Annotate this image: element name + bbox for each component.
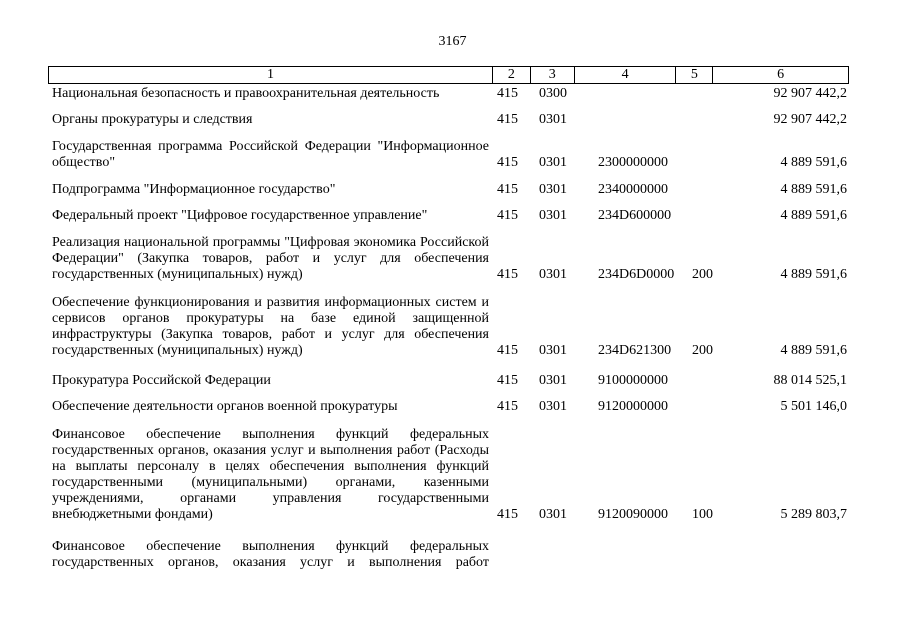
page-number: 3167 [438,34,467,49]
row-col-6: 92 907 442,2 [773,112,847,127]
row-col-2: 415 [497,507,518,522]
row-description: Подпрограмма "Информационное государство" [52,182,336,197]
row-col-4: 234D621300 [598,343,672,358]
header-col-6: 6 [712,67,848,83]
row-description: Реализация национальной программы "Цифровая экономика Российской Федерации" (Закупка товаров, работ и услуг для обеспечения государственных (муниципальных) нужд) [52,235,489,282]
row-col-2: 415 [497,112,518,127]
row-description: Национальная безопасность и правоохранительная деятельность [52,86,440,101]
table-row [48,208,849,224]
row-col-4: 9100000000 [598,373,668,388]
row-col-4: 234D600000 [598,208,672,223]
row-col-6: 4 889 591,6 [780,155,847,170]
row-col-2: 415 [497,182,518,197]
row-col-5: 200 [692,267,713,282]
table-row [48,295,849,359]
row-col-3: 0301 [539,267,567,282]
table-row [48,427,849,523]
row-description: Обеспечение деятельности органов военной прокуратуры [52,399,398,414]
table-row [48,86,849,102]
header-col-5: 5 [675,67,712,83]
row-col-5: 100 [692,507,713,522]
row-col-2: 415 [497,86,518,101]
table-row [48,399,849,415]
header-col-4: 4 [574,67,676,83]
row-col-3: 0301 [539,343,567,358]
row-col-3: 0301 [539,507,567,522]
header-col-3: 3 [530,67,574,83]
row-col-6: 4 889 591,6 [780,343,847,358]
row-description: Органы прокуратуры и следствия [52,112,253,127]
row-description: Прокуратура Российской Федерации [52,373,271,388]
row-col-6: 4 889 591,6 [780,182,847,197]
table-row [48,139,849,171]
header-col-1: 1 [266,67,274,82]
row-description: Государственная программа Российской Федерации "Информационное общество" [52,139,489,170]
row-col-6: 4 889 591,6 [780,208,847,223]
table-row [48,539,849,571]
row-description: Обеспечение функционирования и развития информационных систем и сервисов органов прокуратуры на базе единой защищенной инфраструктуры (Закупка товаров, работ и услуг для обеспечения государственных (муниципальных) нужд) [52,295,489,358]
row-col-4: 234D6D0000 [598,267,675,282]
row-col-2: 415 [497,208,518,223]
table-row [48,373,849,389]
row-description: Финансовое обеспечение выполнения функций федеральных государственных органов, оказания услуг и выполнения работ [52,539,489,570]
row-col-2: 415 [497,155,518,170]
row-col-3: 0301 [539,112,567,127]
table-header [48,66,849,84]
row-col-6: 5 501 146,0 [780,399,847,414]
row-col-6: 4 889 591,6 [780,267,847,282]
row-col-3: 0301 [539,155,567,170]
row-col-4: 9120000000 [598,399,668,414]
row-col-2: 415 [497,399,518,414]
row-col-6: 88 014 525,1 [773,373,847,388]
row-col-5: 200 [692,343,713,358]
row-col-6: 92 907 442,2 [773,86,847,101]
table-row [48,182,849,198]
row-col-2: 415 [497,267,518,282]
row-col-2: 415 [497,373,518,388]
row-col-3: 0301 [539,373,567,388]
row-col-6: 5 289 803,7 [780,507,847,522]
row-col-2: 415 [497,343,518,358]
row-col-4: 2340000000 [598,182,668,197]
row-col-4: 2300000000 [598,155,668,170]
table-row [48,235,849,283]
row-description: Федеральный проект "Цифровое государственное управление" [52,208,428,223]
row-col-4: 9120090000 [598,507,668,522]
row-col-3: 0301 [539,208,567,223]
row-col-3: 0301 [539,399,567,414]
header-col-2: 2 [492,67,530,83]
row-description: Финансовое обеспечение выполнения функций федеральных государственных органов, оказания услуг и выполнения работ (Расходы на выплаты персоналу в целях обеспечения выполнения функций государственными (муниципальными) органами, казенными учреждениями, органами управления государственными внебюджетными фондами) [52,427,489,522]
table-row [48,112,849,128]
row-col-3: 0300 [539,86,567,101]
row-col-3: 0301 [539,182,567,197]
